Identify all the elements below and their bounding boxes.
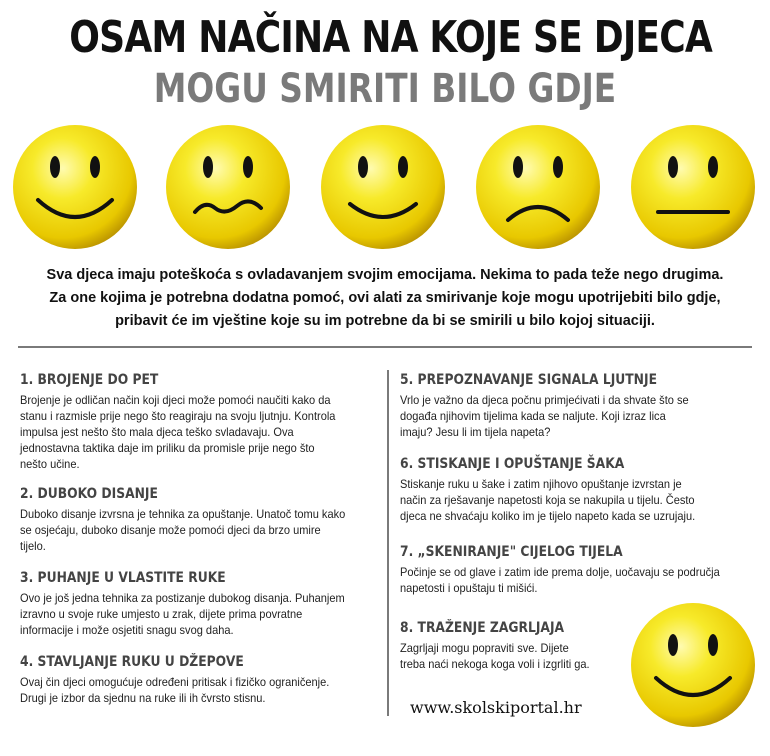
happy-face-icon <box>318 122 448 252</box>
happy-face-icon <box>628 600 758 730</box>
section-hug <box>400 620 630 672</box>
section-title: 2. DUBOKO DISANJE <box>20 486 158 502</box>
section-body: Zagrljaji mogu popraviti sve. Dijete treba naći nekoga koga voli i izgrliti ga. <box>400 641 590 671</box>
neutral-face-icon <box>628 122 758 252</box>
section-anger-signals <box>400 372 755 440</box>
section-hands-pockets <box>20 654 415 706</box>
section-body: Počinje se od glave i zatim ide prema dolje, uočavaju se područja napetosti i opuštaju ti mišići. <box>400 565 720 595</box>
section-body-scan <box>400 544 755 596</box>
section-fists <box>400 456 755 524</box>
section-body: Duboko disanje izvrsna je tehnika za opuštanje. Unatoč tomu kako se osjećaju, duboko disanje može pomoći djeci da brzo umire tijelo. <box>20 507 346 553</box>
section-title: 8. TRAŽENJE ZAGRLJAJA <box>400 620 565 636</box>
section-deep-breathing <box>20 486 415 554</box>
section-body: Ovaj čin djeci omogućuje određeni pritisak i fizičko ograničenje. Drugi je izbor da sjednu na ruke ili ih čvrsto stisnu. <box>20 675 330 705</box>
intro-line: Za one kojima je potrebna dodatna pomoć, ovi alati za smirivanje koje mogu upotrijebiti bilo gdje, <box>49 290 721 306</box>
section-title: 7. „SKENIRANJE" CIJELOG TIJELA <box>400 544 623 560</box>
intro-line: Sva djeca imaju poteškoća s ovladavanjem svojim emocijama. Nekima to pada teže nego drugima. <box>46 267 724 283</box>
intro-text <box>20 264 750 333</box>
website-url[interactable]: www.skolskiportal.hr <box>410 698 582 717</box>
intro-line: pribavit će im vještine koje su im potrebne da bi se smirili u bilo kojoj situaciji. <box>115 313 655 329</box>
wavy-mouth-face-icon <box>163 122 293 252</box>
section-title: 4. STAVLJANJE RUKU U DŽEPOVE <box>20 654 244 670</box>
divider-horizontal <box>18 346 752 348</box>
happy-face-icon <box>10 122 140 252</box>
section-title: 6. STISKANJE I OPUŠTANJE ŠAKA <box>400 456 625 472</box>
page-subtitle: MOGU SMIRITI BILO GDJE <box>153 66 617 112</box>
section-title: 1. BROJENJE DO PET <box>20 372 159 388</box>
section-title: 3. PUHANJE U VLASTITE RUKE <box>20 570 226 586</box>
section-blowing-hands <box>20 570 415 638</box>
section-title: 5. PREPOZNAVANJE SIGNALA LJUTNJE <box>400 372 658 388</box>
section-body: Ovo je još jedna tehnika za postizanje dubokog disanja. Puhanjem izravno u svoje ruke umjesto u zrak, dijete prima povratne informacije i može osjetiti snagu svog daha. <box>20 591 345 637</box>
sad-face-icon <box>473 122 603 252</box>
section-body: Brojenje je odličan način koji djeci može pomoći naučiti kako da stanu i razmisle prije nego što reagiraju na svoju ljutnju. Kontrola impulsa jest nešto što mala djeca teško svladavaju. Ova jednostavna taktika daje im priliku da promisle prije nego što nešto učine. <box>20 393 336 471</box>
section-counting <box>20 372 415 472</box>
section-body: Vrlo je važno da djeca počnu primjećivati i da shvate što se događa njihovim tijelima kada se naljute. Koji izraz lica imaju? Jesu li im tijela napeta? <box>400 393 689 439</box>
section-body: Stiskanje ruku u šake i zatim njihovo opuštanje izvrstan je način za rješavanje napetosti koja se nakupila u tijelu. Često djeca ne shvaćaju koliko im je tijelo napeto kada se uzrujaju. <box>400 477 696 523</box>
page-title: OSAM NAČINA NA KOJE SE DJECA <box>69 12 713 63</box>
